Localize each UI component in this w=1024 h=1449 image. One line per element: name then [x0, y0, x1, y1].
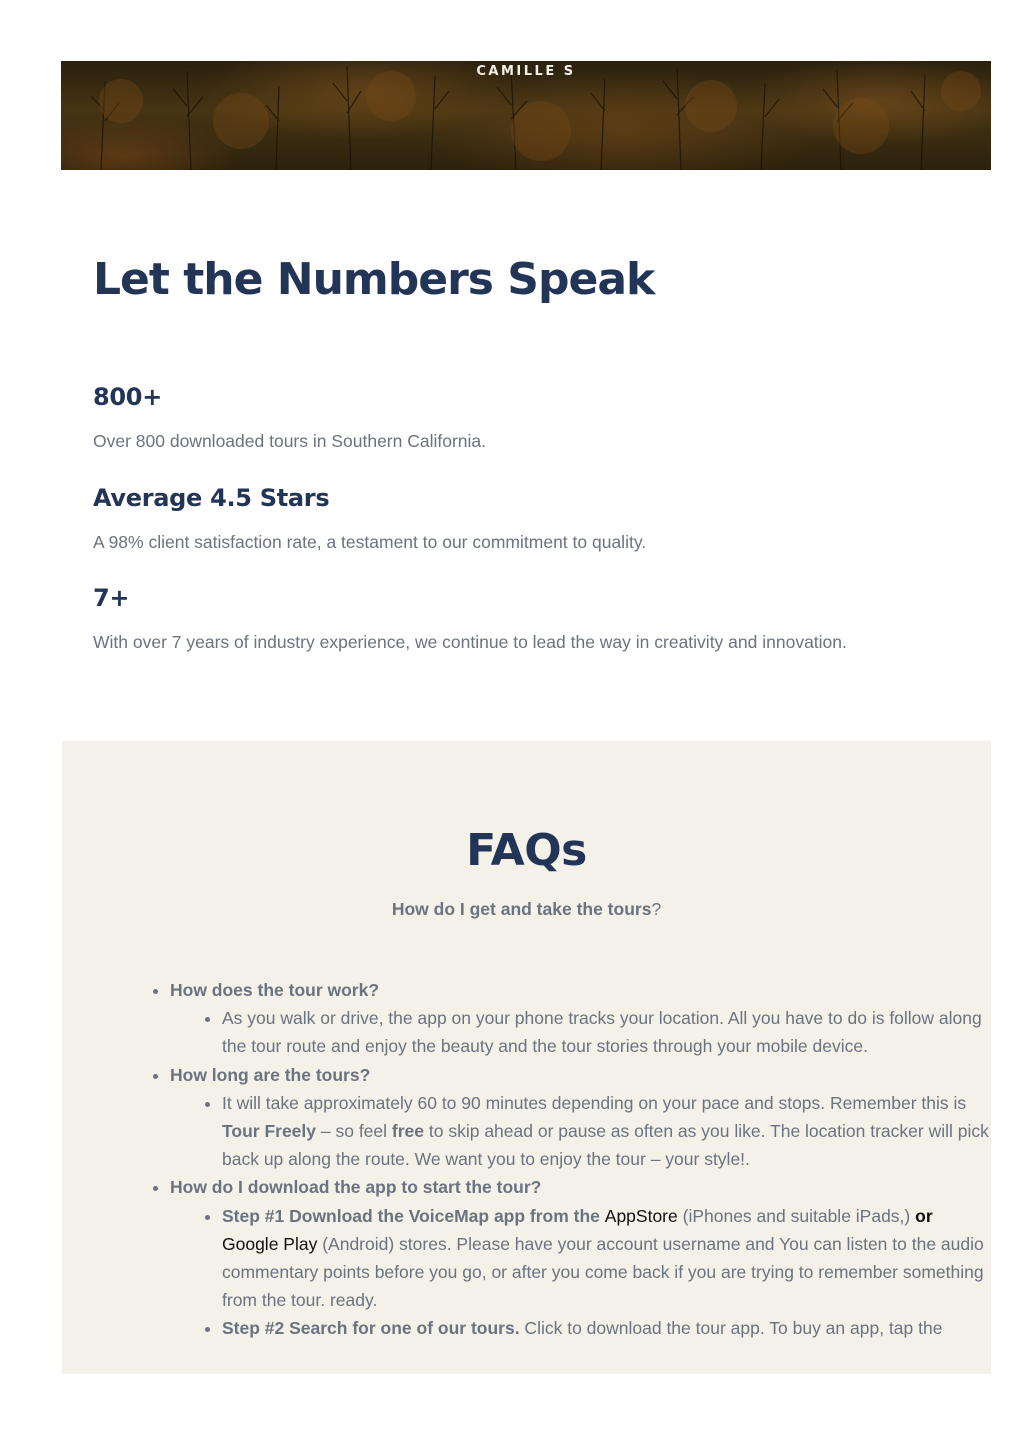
- faq-answer: [222, 1089, 990, 1174]
- faq-item: [170, 1061, 990, 1174]
- faq-item: [170, 976, 990, 1061]
- faq-list: [150, 976, 990, 1343]
- faq-item: [170, 1173, 990, 1342]
- faq-intro-suffix: ?: [651, 899, 662, 919]
- stat-description-rating: A 98% client satisfaction rate, a testament to our commitment to quality.: [93, 532, 647, 552]
- faq-step: [222, 1314, 990, 1342]
- faq-title: FAQs: [466, 825, 587, 876]
- faq-question-download-app: How do I download the app to start the tour?: [170, 1177, 542, 1198]
- faq-answer-text: As you walk or drive, the app on your phone tracks your location. All you have to do is follow along the tour route and enjoy the beauty and the tour stories through your mobile device.: [222, 1008, 982, 1057]
- hero-banner: [61, 61, 991, 170]
- faq-answer-list: [170, 1202, 990, 1343]
- step-text: (Android) stores. Please have your account username and You can listen to the audio commentary points before you go, or after you come back if you are trying to remember something from the tour. ready.: [222, 1233, 984, 1311]
- stat-heading-experience: 7+: [93, 584, 130, 612]
- faq-section: [62, 741, 991, 1374]
- numbers-section-title: Let the Numbers Speak: [93, 254, 655, 305]
- brand-name: Tour Freely: [222, 1121, 317, 1142]
- step-2-lead: Step #2 Search for one of our tours.: [222, 1318, 520, 1339]
- faq-step: [222, 1202, 990, 1315]
- stat-description-experience: With over 7 years of industry experience, we continue to lead the way in creativity and innovation.: [93, 632, 847, 652]
- google-play-link[interactable]: Google Play: [222, 1233, 318, 1254]
- faq-answer-text: to skip ahead or pause as often as you like. The location tracker will pick back up along the route. We want you to enjoy the tour – your style!.: [222, 1121, 989, 1170]
- faq-answer: [222, 1004, 990, 1060]
- faq-question-how-tour-works: How does the tour work?: [170, 980, 380, 1000]
- appstore-link[interactable]: AppStore: [604, 1205, 678, 1226]
- emphasis-free: free: [391, 1121, 425, 1142]
- faq-answer-text: It will take approximately 60 to 90 minutes depending on your pace and stops. Remember this is: [222, 1092, 967, 1113]
- faq-question-tour-length: How long are the tours?: [170, 1064, 371, 1085]
- faq-intro-bold: How do I get and take the tours: [391, 899, 652, 919]
- faq-answer-list: [170, 1004, 990, 1060]
- photo-credit: CAMILLE S: [476, 64, 576, 79]
- stat-heading-rating: Average 4.5 Stars: [93, 484, 330, 512]
- faq-answer-text: – so feel: [316, 1121, 392, 1142]
- or-text: or: [915, 1205, 933, 1226]
- stat-description-downloads: Over 800 downloaded tours in Southern California.: [93, 431, 487, 451]
- step-text: (iPhones and suitable iPads,): [677, 1205, 916, 1226]
- step-1-lead: Step #1 Download the VoiceMap app from the: [222, 1205, 605, 1226]
- faq-intro: [62, 899, 991, 920]
- step-text: Click to download the tour app. To buy an app, tap the: [519, 1318, 943, 1339]
- stat-heading-downloads: 800+: [93, 383, 163, 411]
- faq-answer-list: [170, 1089, 990, 1174]
